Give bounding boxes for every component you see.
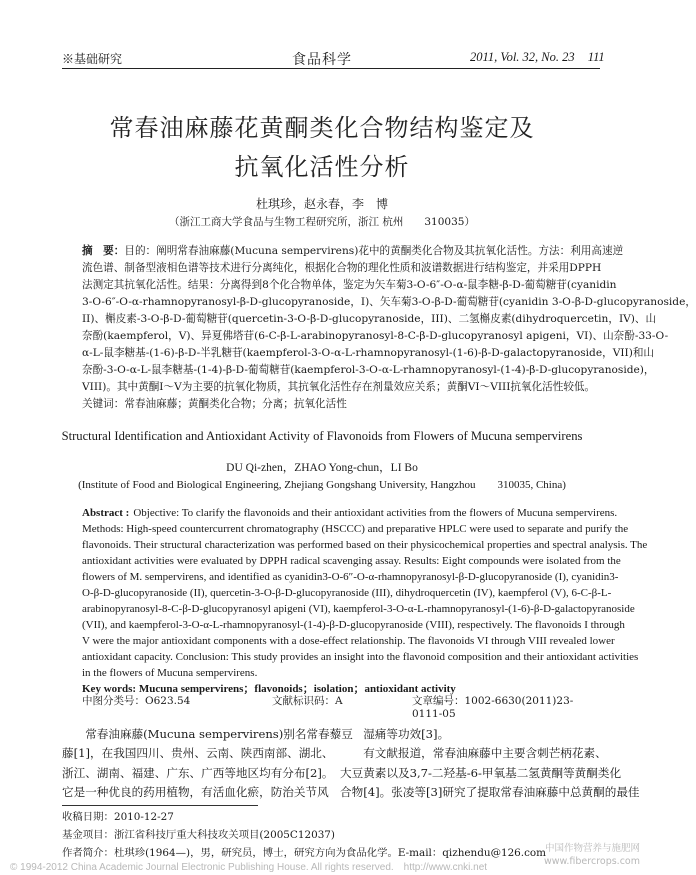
body-left-line: 藤[1]，在我国四川、贵州、云南、陕西南部、湖北、 bbox=[62, 746, 334, 761]
running-header-journal: 食品科学 bbox=[292, 52, 352, 68]
affiliation-en: (Institute of Food and Biological Engineering, Zhejiang Gongshang University, Hangzhou 310035, China) bbox=[78, 479, 566, 491]
abstract-cn-lines bbox=[82, 243, 696, 396]
abstract-en-line bbox=[82, 521, 629, 537]
abstract-cn-text: 法测定其抗氧化活性。结果：分离得到8个化合物单体，鉴定为矢车菊3-O-6″-O-α-鼠李糖-β-D-葡萄糖苷(cyanidin bbox=[82, 279, 617, 291]
keywords-en: Key words: Mucuna sempervirens；flavonoids；isolation；antioxidant activity bbox=[82, 683, 456, 695]
abstract-cn-line bbox=[82, 277, 617, 294]
abstract-en-text: flavonoids. Their structural characterization was performed based on their physicochemical properties and spectral analysis. The bbox=[82, 539, 648, 551]
abstract-en-text: antioxidant capacity. Conclusion: This study provides an insight into the flavonoid composition and their antioxidant activities bbox=[82, 651, 639, 663]
body-left-line: 它是一种优良的药用植物，有活血化瘀，防治关节风 bbox=[62, 785, 329, 800]
abstract-cn-text: 流色谱、制备型液相色谱等技术进行分离纯化，根据化合物的理化性质和波谱数据进行结构鉴定，并采用DPPH bbox=[82, 262, 602, 274]
abstract-cn-line bbox=[82, 379, 602, 396]
abstract-cn-text: α-L-鼠李糖基-(1-6)-β-D-半乳糖苷(kaempferol-3-O-α-L-rhamnopyranosyl-(1-6)-β-D-galactopyranoside，VII)和山 bbox=[82, 347, 655, 359]
footnote-author: 作者简介：杜琪珍(1964—)，男，研究员，博士，研究方向为食品化学。E-mail：qizhendu@126.com bbox=[62, 847, 547, 859]
running-header-issue bbox=[470, 50, 605, 65]
abstract-en-line bbox=[82, 585, 612, 601]
body-column-left bbox=[62, 725, 353, 803]
body-right-line: 有文献报道，常春油麻藤中主要含刺芒柄花素、 bbox=[363, 746, 607, 761]
header-rule bbox=[62, 68, 600, 69]
site-watermark-logo: 中国作物营养与施肥网 www.fibercrops.com bbox=[543, 843, 640, 867]
keywords-cn: 关键词：常春油麻藤；黄酮类化合物；分离；抗氧化活性 bbox=[82, 398, 347, 410]
abstract-en-text: arabinopyranosyl-8-C-β-D-glucopyranosyl apigeni (VI), kaempferol-3-O-α-L-rhamnopyranosyl-(1-6)-β-D-galactopyranoside bbox=[82, 603, 635, 615]
abstract-cn-text: 3-O-6″-O-α-rhamnopyranosyl-β-D-glucopyranoside，I)、矢车菊3-O-β-D-葡萄糖苷(cyanidin 3-O-β-D-glucopyranoside， bbox=[82, 296, 696, 308]
abstract-cn-text: 奈酚-3-O-α-L-鼠李糖基-(1-4)-β-D-葡萄糖苷(kaempferol-3-O-α-L-rhamnopyranosyl-(1-4)-β-D-glucopyranoside)， bbox=[82, 364, 655, 376]
issue-label: 2011, Vol. 32, No. 23 bbox=[470, 50, 575, 64]
abstract-en-line bbox=[82, 649, 639, 665]
clc-number: 中图分类号：O623.54 bbox=[82, 695, 191, 707]
abstract-en-line bbox=[82, 553, 621, 569]
abstract-en-text: Methods: High-speed countercurrent chromatography (HSCCC) and preparative HPLC were used to separate and purify the bbox=[82, 523, 629, 535]
abstract-cn-line bbox=[82, 311, 657, 328]
body-right-line: 合物[4]。张凌等[3]研究了提取常春油麻藤中总黄酮的最佳 bbox=[340, 785, 640, 800]
body-column-right bbox=[340, 725, 640, 803]
abstract-en-line bbox=[82, 505, 618, 521]
authors-cn: 杜琪珍，赵永春，李 博 bbox=[255, 197, 388, 211]
footnote-rule bbox=[62, 805, 258, 806]
abstract-cn-line bbox=[82, 243, 624, 260]
abstract-cn-line bbox=[82, 260, 602, 277]
title-cn-line-1: 常春油麻藤花黄酮类化合物结构鉴定及 bbox=[109, 114, 535, 142]
abstract-en-text: in the flowers of Mucuna sempervirens. bbox=[82, 667, 258, 679]
abstract-en-text: Objective: To clarify the flavonoids and their antioxidant activities from the flowers of Mucuna sempervirens. bbox=[133, 507, 618, 519]
abstract-en-line bbox=[82, 617, 625, 633]
abstract-en-text: V were the major antioxidant components with a dose-effect relationship. The flavonoids VI through VIII revealed lower bbox=[82, 635, 615, 647]
body-right-line: 大豆黄素以及3,7-二羟基-6-甲氧基二氢黄酮等黄酮类化 bbox=[340, 765, 622, 780]
abstract-en-text: flowers of M. sempervirens, and identified as cyanidin3-O-6″-O-α-rhamnopyranosyl-β-D-glucopyranoside (I), cyanidin3- bbox=[82, 571, 619, 583]
abstract-cn-line bbox=[82, 294, 696, 311]
abstract-en-line bbox=[82, 569, 619, 585]
abstract-cn-line bbox=[82, 345, 655, 362]
page-number: 111 bbox=[587, 50, 605, 64]
abstract-en-line bbox=[82, 601, 635, 617]
abstract-en-line bbox=[82, 537, 648, 553]
abstract-cn-text: 奈酚(kaempferol，V)、异夏佛塔苷(6-C-β-L-arabinopyranosyl-8-C-β-D-glucopyranosyl apigeni，VI)、山奈酚-33-O- bbox=[82, 330, 669, 342]
document-code: 文献标识码：A bbox=[272, 695, 343, 707]
authors-en: DU Qi-zhen，ZHAO Yong-chun，LI Bo bbox=[226, 462, 418, 474]
abstract-en-text: antioxidant activities were evaluated by DPPH radical scavenging assay. Results: Eight compounds were isolated from the bbox=[82, 555, 621, 567]
abstract-cn bbox=[82, 243, 696, 413]
abstract-en-text: (VII), and kaempferol-3-O-α-L-rhamnopyranosyl-(1-4)-β-D-glucopyranoside (VIII), respectively. The flavonoids I through bbox=[82, 619, 625, 631]
abstract-cn-line bbox=[82, 328, 669, 345]
abstract-cn-text: VIII)。其中黄酮I～V为主要的抗氧化物质，其抗氧化活性存在剂量效应关系；黄酮VI～VIII抗氧化活性较低。 bbox=[82, 381, 596, 393]
abstract-en-label: Abstract : bbox=[82, 507, 130, 519]
footnote-received: 收稿日期：2010-12-27 bbox=[62, 811, 174, 823]
cnki-watermark: © 1994-2012 China Academic Journal Electronic Publishing House. All rights reserved. http://www.cnki.net bbox=[10, 862, 488, 873]
title-en-text: Structural Identification and Antioxidant Activity of Flavonoids from Flowers of Mucuna sempervirens bbox=[61, 429, 583, 443]
body-left-lines bbox=[62, 725, 353, 803]
abstract-cn-line bbox=[82, 362, 655, 379]
abstract-en bbox=[82, 505, 648, 697]
body-left-line: 常春油麻藤(Mucuna sempervirens)别名常春藜豆 bbox=[85, 727, 353, 741]
abstract-cn-text: 目的：阐明常春油麻藤(Mucuna sempervirens)花中的黄酮类化合物及其抗氧化活性。方法：利用高速逆 bbox=[124, 245, 624, 257]
body-right-lines bbox=[340, 725, 640, 803]
running-header-section: ※基础研究 bbox=[62, 52, 123, 66]
abstract-en-line bbox=[82, 633, 615, 649]
title-en bbox=[0, 429, 644, 444]
article-number: 文章编号：1002-6630(2011)23-0111-05 bbox=[412, 695, 574, 720]
title-cn-line-2: 抗氧化活性分析 bbox=[234, 153, 410, 181]
abstract-cn-label: 摘 要： bbox=[82, 245, 125, 257]
body-left-line: 浙江、湖南、福建、广东、广西等地区均有分布[2]。 bbox=[62, 765, 334, 780]
footnote-funding: 基金项目：浙江省科技厅重大科技攻关项目(2005C12037) bbox=[62, 829, 335, 841]
affiliation-cn: （浙江工商大学食品与生物工程研究所，浙江 杭州 310035） bbox=[169, 216, 475, 228]
body-right-line: 湿痛等功效[3]。 bbox=[363, 727, 450, 741]
abstract-cn-text: II)、槲皮素-3-O-β-D-葡萄糖苷(quercetin-3-O-β-D-glucopyranoside，III)、二氢槲皮素(dihydroquercetin，IV)、山 bbox=[82, 313, 657, 325]
abstract-en-text: O-β-D-glucopyranoside (II), quercetin-3-O-β-D-glucopyranoside (III), dihydroquercetin (IV), kaempferol (V), 6-C-β-L- bbox=[82, 587, 612, 599]
abstract-en-line bbox=[82, 665, 602, 681]
abstract-en-lines bbox=[82, 505, 648, 681]
